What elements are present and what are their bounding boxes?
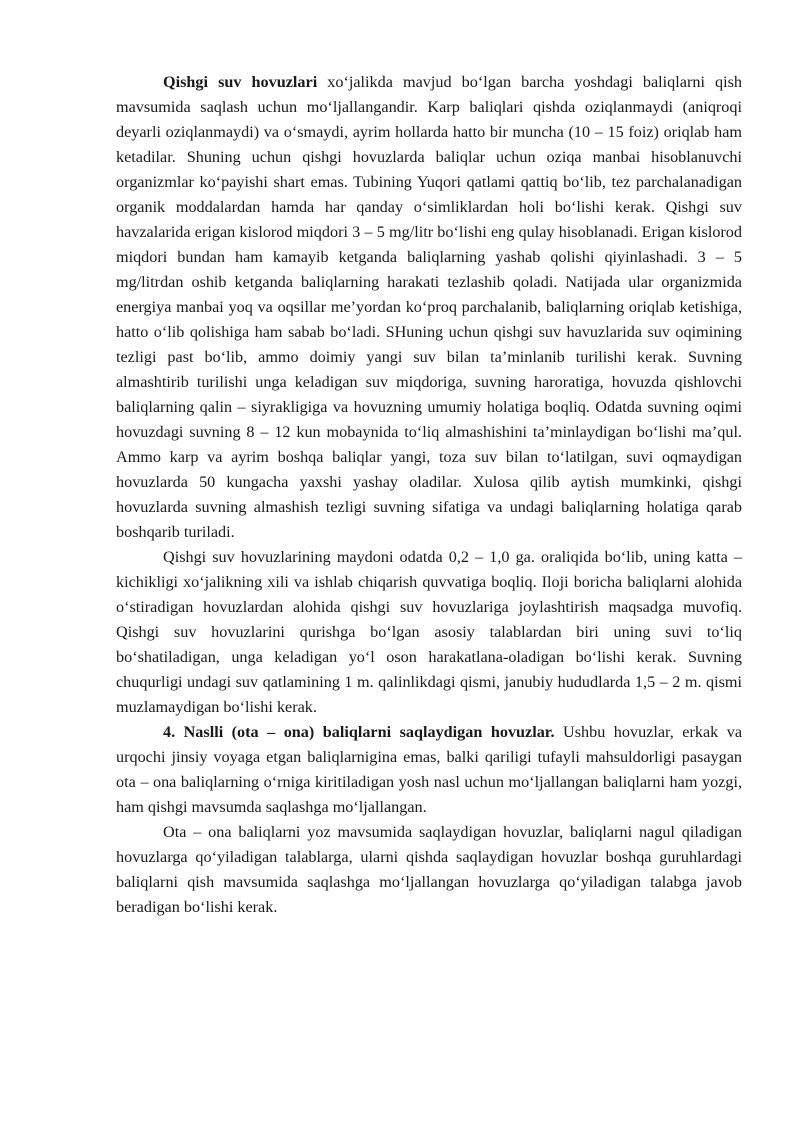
- paragraph-broodstock-requirements: [116, 820, 742, 920]
- heading-broodstock-ponds: 4. Naslli (ota – ona) baliqlarni saqlaydigan hovuzlar.: [163, 723, 555, 741]
- paragraph-winter-pond-area: [116, 545, 742, 720]
- document-page: [116, 70, 742, 920]
- heading-winter-ponds: Qishgi suv hovuzlari: [163, 73, 318, 91]
- paragraph-winter-ponds: [116, 70, 742, 545]
- paragraph-text: Qishgi suv hovuzlarining maydoni odatda 0,2 – 1,0 ga. oraliqida bo‘lib, uning katta – kichikligi xo‘jalikning xili va ishlab chiqarish quvvatiga boqliq. Iloji boricha baliqlarni alohida o‘stiradigan hovuzlardan alohida qishgi suv hovuzlariga joylashtirish maqsadga muvofiq. Qishgi suv hovuzlarini qurishga bo‘lgan asosiy talablardan biri uning suvi to‘liq bo‘shatiladigan, unga keladigan yo‘l oson harakatlana-oladigan bo‘lishi kerak. Suvning chuqurligi undagi suv qatlamining 1 m. qalinlikdagi qismi, janubiy hududlarda 1,5 – 2 m. qismi muzlamaydigan bo‘lishi kerak.: [116, 548, 742, 716]
- paragraph-broodstock-ponds: [116, 720, 742, 820]
- paragraph-text: xo‘jalikda mavjud bo‘lgan barcha yoshdagi baliqlarni qish mavsumida saqlash uchun mo‘ljallangandir. Karp baliqlari qishda oziqlanmaydi (aniqroqi deyarli oziqlanmaydi) va o‘smaydi, ayrim hollarda hatto bir muncha (10 – 15 foiz) oriqlab ham ketadilar. Shuning uchun qishgi hovuzlarda baliqlar uchun oziqa manbai hisoblanuvchi organizmlar ko‘payishi shart emas. Tubining Yuqori qatlami qattiq bo‘lib, tez parchalanadigan organik moddalardan hamda har qanday o‘simliklardan holi bo‘lishi kerak. Qishgi suv havzalarida erigan kislorod miqdori 3 – 5 mg/litr bo‘lishi eng qulay hisoblanadi. Erigan kislorod miqdori bundan ham kamayib ketganda baliqlarning yashab qolishi qiyinlashadi. 3 – 5 mg/litrdan oshib ketganda baliqlarning harakati tezlashib qoladi. Natijada ular organizmida energiya manbai yoq va oqsillar me’yordan ko‘proq parchalanib, baliqlarning oriqlab ketishiga, hatto o‘lib qolishiga ham sabab bo‘ladi. SHuning uchun qishgi suv havuzlarida suv oqimining tezligi past bo‘lib, ammo doimiy yangi suv bilan ta’minlanib turilishi kerak. Suvning almashtirib turilishi unga keladigan suv miqdoriga, suvning haroratiga, hovuzda qishlovchi baliqlarning qalin – siyrakligiga va hovuzning umumiy holatiga boqliq. Odatda suvning oqimi hovuzdagi suvning 8 – 12 kun mobaynida to‘liq almashishini ta’minlaydigan bo‘lishi ma’qul. Ammo karp va ayrim boshqa baliqlar yangi, toza suv bilan to‘latilgan, suvi oqmaydigan hovuzlarda 50 kungacha yaxshi yashay oladilar. Xulosa qilib aytish mumkinki, qishgi hovuzlarda suvning almashish tezligi suvning sifatiga va undagi baliqlarning holatiga qarab boshqarib turiladi.: [116, 73, 743, 541]
- paragraph-text: Ota – ona baliqlarni yoz mavsumida saqlaydigan hovuzlar, baliqlarni nagul qiladigan hovuzlarga qo‘yiladigan talablarga, ularni qishda saqlaydigan hovuzlar boshqa guruhlardagi baliqlarni qish mavsumida saqlashga mo‘ljallangan hovuzlarga qo‘yiladigan talabga javob beradigan bo‘lishi kerak.: [116, 823, 742, 916]
- paragraph-text: Ushbu hovuzlar, erkak va urqochi jinsiy voyaga etgan baliqlarnigina emas, balki qariligi tufayli mahsuldorligi pasaygan ota – ona baliqlarning o‘rniga kiritiladigan yosh nasl uchun mo‘ljallangan baliqlarni ham yozgi, ham qishgi mavsumda saqlashga mo‘ljallangan.: [116, 723, 742, 816]
